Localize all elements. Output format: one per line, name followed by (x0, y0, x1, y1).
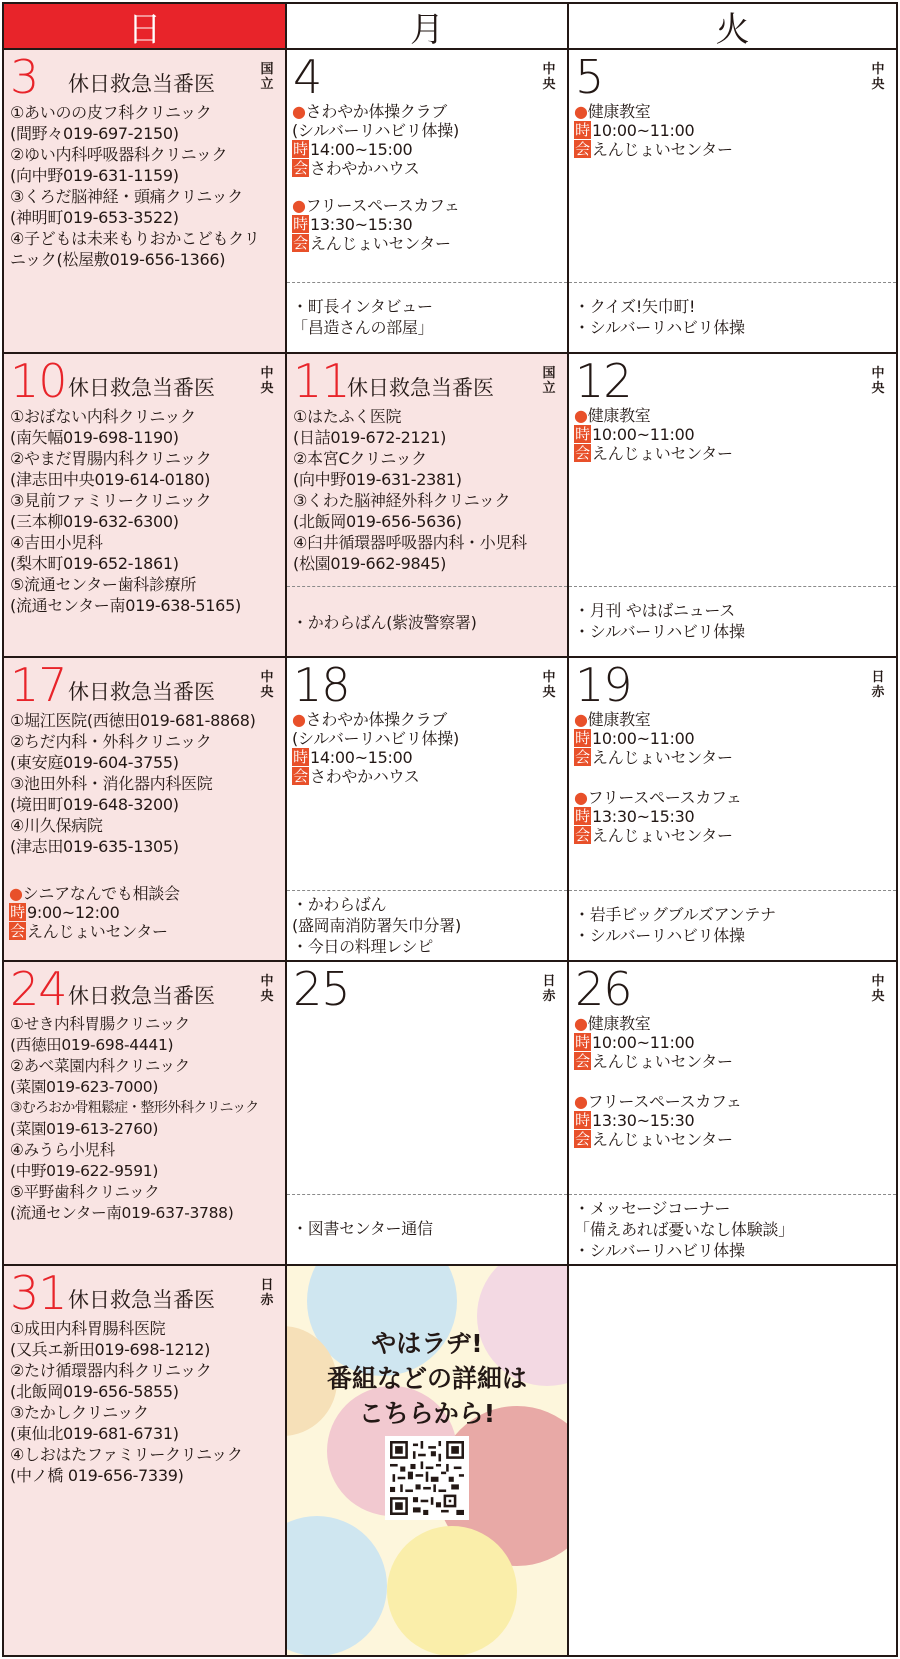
clinic-line: ②本宮Cクリニック (293, 449, 427, 468)
clinic-line: ④しおはたファミリークリニック (10, 1445, 243, 1464)
clinic-line: (東仙北019-681-6731) (10, 1424, 179, 1443)
day-title: 休日救急当番医 (68, 72, 215, 96)
day-cell-19 (569, 658, 896, 962)
venue-tag: 中央 (542, 670, 556, 700)
event-time: 14:00~15:00 (310, 140, 413, 159)
event-block (574, 788, 892, 845)
day-cell-26 (569, 962, 896, 1266)
event-block (292, 102, 563, 178)
day-cell-24 (4, 962, 287, 1266)
qr-code-icon (390, 1441, 464, 1515)
clinic-line: ④みうら小児科 (10, 1141, 115, 1159)
clinic-line: (西徳田019-698-4441) (10, 1036, 174, 1054)
day-cell-31 (4, 1266, 287, 1655)
program-list (574, 296, 894, 338)
place-tag: 会 (575, 748, 590, 766)
event-dot: ● (574, 406, 588, 425)
calendar (2, 2, 898, 1657)
clinic-line: ②ちだ内科・外科クリニック (10, 732, 212, 751)
program-line: ・かわらばん(紫波警察署) (292, 613, 477, 632)
qr-code[interactable] (385, 1436, 469, 1520)
day-number: 3 (10, 50, 39, 104)
day-number: 31 (10, 1266, 67, 1320)
event-place: えんじょいセンター (592, 444, 733, 463)
event-dot: ● (292, 102, 306, 121)
program-list (292, 296, 565, 338)
clinic-line: ①堀江医院(西徳田019-681-8868) (10, 711, 256, 730)
day-number: 11 (293, 354, 350, 408)
clinic-list (10, 1318, 283, 1486)
day-title: 休日救急当番医 (68, 1288, 215, 1312)
event-name: フリースペースカフェ (587, 1092, 742, 1111)
event-block (292, 710, 563, 786)
event-time: 10:00~11:00 (592, 729, 695, 748)
day-cell-3 (4, 50, 287, 354)
day-number: 10 (10, 354, 67, 408)
clinic-line: (中野019-622-9591) (10, 1162, 159, 1180)
clinic-list (10, 102, 283, 270)
event-dot: ● (292, 710, 306, 729)
time-tag: 時 (575, 425, 590, 443)
place-tag: 会 (575, 1052, 590, 1070)
divider (569, 282, 896, 283)
day-number: 17 (10, 658, 67, 712)
day-number: 5 (575, 50, 604, 104)
time-tag: 時 (575, 121, 590, 139)
clinic-line: ③見前ファミリークリニック (10, 491, 212, 510)
clinic-line: ③たかしクリニック (10, 1403, 149, 1422)
clinic-list (10, 1014, 283, 1224)
clinic-line: ②あべ菜園内科クリニック (10, 1057, 190, 1075)
place-tag: 会 (293, 234, 308, 252)
clinic-line: (菜園019-623-7000) (10, 1078, 159, 1096)
program-line: ・クイズ!矢巾町! (574, 297, 696, 316)
program-line: ・今日の料理レシピ (292, 937, 433, 956)
event-time: 13:30~15:30 (592, 1111, 695, 1130)
event-place: えんじょいセンター (592, 140, 733, 159)
program-list (292, 1218, 565, 1239)
event-name: フリースペースカフェ (305, 196, 460, 215)
event-name: フリースペースカフェ (587, 788, 742, 807)
event-dot: ● (574, 102, 588, 121)
time-tag: 時 (293, 748, 308, 766)
venue-tag: 日赤 (260, 1278, 274, 1308)
event-name: 健康教室 (587, 102, 651, 121)
header-tuesday: 火 (569, 4, 896, 50)
event-dot: ● (574, 1092, 588, 1111)
event-place: えんじょいセンター (592, 1130, 733, 1149)
clinic-line: ⑤流通センター歯科診療所 (10, 575, 197, 594)
clinic-line: ②やまだ胃腸内科クリニック (10, 449, 212, 468)
day-cell-4 (287, 50, 569, 354)
day-cell-18 (287, 658, 569, 962)
event-time: 10:00~11:00 (592, 121, 695, 140)
program-list (292, 894, 565, 957)
clinic-line: (間野々019-697-2150) (10, 124, 179, 143)
day-number: 25 (293, 962, 350, 1016)
program-line: ・町長インタビュー (292, 297, 433, 316)
program-line: (盛岡南消防署矢巾分署) (292, 916, 461, 935)
event-time: 13:30~15:30 (310, 215, 413, 234)
clinic-line: (梨木町019-652-1861) (10, 554, 179, 573)
event-block (574, 406, 892, 463)
clinic-line: ③池田外科・消化器内科医院 (10, 774, 213, 793)
program-list (574, 600, 894, 642)
place-tag: 会 (10, 922, 25, 940)
venue-tag: 中央 (871, 62, 885, 92)
clinic-line: (神明町019-653-3522) (10, 208, 179, 227)
day-cell-11 (287, 354, 569, 658)
clinic-line: (流通センター南019-638-5165) (10, 596, 241, 615)
clinic-line: (向中野019-631-1159) (10, 166, 179, 185)
clinic-line: (松園019-662-9845) (293, 554, 447, 573)
day-number: 12 (575, 354, 632, 408)
place-tag: 会 (575, 140, 590, 158)
event-sub: (シルバーリハビリ体操) (292, 729, 459, 748)
event-time: 10:00~11:00 (592, 1033, 695, 1052)
clinic-line: ③くろだ脳神経・頭痛クリニック (10, 187, 243, 206)
clinic-line: (東安庭019-604-3755) (10, 753, 179, 772)
program-line: ・かわらばん (292, 895, 387, 914)
day-cell-17 (4, 658, 287, 962)
day-number: 4 (293, 50, 322, 104)
event-place: えんじょいセンター (310, 234, 451, 253)
venue-tag: 中央 (260, 366, 274, 396)
decor-circle (387, 1526, 517, 1655)
event-time: 9:00~12:00 (27, 903, 120, 922)
clinic-line: (三本柳019-632-6300) (10, 512, 179, 531)
program-line: ・シルバーリハビリ体操 (574, 926, 745, 945)
event-block (292, 196, 563, 253)
day-title: 休日救急当番医 (68, 984, 215, 1008)
day-number: 26 (575, 962, 632, 1016)
program-line: ・シルバーリハビリ体操 (574, 622, 745, 641)
event-name: シニアなんでも相談会 (22, 884, 180, 903)
clinic-line: ④臼井循環器呼吸器内科・小児科 (293, 533, 527, 552)
event-name: さわやか体操クラブ (305, 710, 447, 729)
program-list (574, 904, 894, 946)
venue-tag: 中央 (542, 62, 556, 92)
event-place: さわやかハウス (310, 159, 420, 178)
clinic-line: (日詰019-672-2121) (293, 428, 447, 447)
day-cell-25 (287, 962, 569, 1266)
event-block (574, 710, 892, 767)
event-sub: (シルバーリハビリ体操) (292, 121, 459, 140)
day-title: 休日救急当番医 (68, 376, 215, 400)
event-dot: ● (574, 710, 588, 729)
clinic-line: ③むろおか骨粗鬆症・整形外科クリニック (10, 1100, 259, 1116)
place-tag: 会 (293, 767, 308, 785)
divider (287, 890, 567, 891)
program-line: 「昌造さんの部屋」 (292, 318, 434, 337)
time-tag: 時 (10, 903, 25, 921)
clinic-line: ②たけ循環器内科クリニック (10, 1361, 212, 1380)
day-number: 18 (293, 658, 350, 712)
day-cell-10 (4, 354, 287, 658)
clinic-line: ④吉田小児科 (10, 533, 103, 552)
venue-tag: 中央 (871, 366, 885, 396)
program-line: ・岩手ビッグブルズアンテナ (574, 905, 776, 924)
clinic-line: ニック(松屋敷019-656-1366) (10, 250, 226, 269)
venue-tag: 中央 (871, 974, 885, 1004)
event-time: 10:00~11:00 (592, 425, 695, 444)
program-line: ・メッセージコーナー (574, 1199, 731, 1218)
event-place: えんじょいセンター (592, 826, 733, 845)
clinic-line: ③くわた脳神経外科クリニック (293, 491, 511, 510)
day-number: 24 (10, 962, 67, 1016)
divider (287, 1194, 567, 1195)
clinic-line: (南矢幅019-698-1190) (10, 428, 179, 447)
event-place: さわやかハウス (310, 767, 420, 786)
clinic-list (10, 710, 283, 857)
empty-cell (569, 1266, 896, 1655)
event-place: えんじょいセンター (27, 922, 168, 941)
decor-circle (287, 1516, 387, 1655)
clinic-line: (中ノ橋 019-656-7339) (10, 1466, 184, 1485)
event-dot: ● (574, 788, 588, 807)
event-block (574, 102, 892, 159)
clinic-line: ②ゆい内科呼吸器科クリニック (10, 145, 228, 164)
event-block (9, 884, 281, 941)
divider (569, 1194, 896, 1195)
header-monday: 月 (287, 4, 569, 50)
event-name: 健康教室 (587, 1014, 651, 1033)
time-tag: 時 (575, 729, 590, 747)
divider (569, 890, 896, 891)
program-line: 「備えあれば憂いなし体験談」 (574, 1220, 794, 1239)
venue-tag: 日赤 (871, 670, 885, 700)
venue-tag: 中央 (260, 670, 274, 700)
clinic-line: ④川久保病院 (10, 816, 103, 835)
day-number: 19 (575, 658, 632, 712)
divider (569, 586, 896, 587)
program-list (292, 612, 565, 633)
clinic-line: (向中野019-631-2381) (293, 470, 462, 489)
place-tag: 会 (575, 1130, 590, 1148)
time-tag: 時 (575, 807, 590, 825)
time-tag: 時 (293, 215, 308, 233)
venue-tag: 国立 (542, 366, 556, 396)
event-name: 健康教室 (587, 406, 651, 425)
event-block (574, 1014, 892, 1071)
clinic-line: ④子どもは未来もりおかこどもクリ (10, 229, 260, 248)
event-time: 14:00~15:00 (310, 748, 413, 767)
clinic-line: ①せき内科胃腸クリニック (10, 1015, 190, 1033)
divider (287, 586, 567, 587)
clinic-line: (津志田中央019-614-0180) (10, 470, 211, 489)
promo-line: やはラヂ! (371, 1329, 483, 1358)
promo-line: 番組などの詳細は (326, 1364, 527, 1393)
radio-promo-panel (287, 1266, 569, 1655)
event-block (574, 1092, 892, 1149)
time-tag: 時 (293, 140, 308, 158)
place-tag: 会 (575, 444, 590, 462)
clinic-line: (流通センター南019-637-3788) (10, 1204, 234, 1222)
header-sunday: 日 (4, 4, 287, 50)
promo-text (287, 1326, 567, 1431)
clinic-list (293, 406, 565, 574)
clinic-line: (津志田019-635-1305) (10, 837, 179, 856)
event-dot: ● (292, 196, 306, 215)
clinic-line: (北飯岡019-656-5855) (10, 1382, 179, 1401)
event-dot: ● (574, 1014, 588, 1033)
clinic-line: (境田町019-648-3200) (10, 795, 179, 814)
clinic-line: ①おぼない内科クリニック (10, 407, 196, 426)
time-tag: 時 (575, 1033, 590, 1051)
venue-tag: 中央 (260, 974, 274, 1004)
day-title: 休日救急当番医 (68, 680, 215, 704)
time-tag: 時 (575, 1111, 590, 1129)
promo-line: こちらから! (358, 1399, 496, 1428)
program-line: ・シルバーリハビリ体操 (574, 1241, 745, 1260)
program-line: ・シルバーリハビリ体操 (574, 318, 745, 337)
event-time: 13:30~15:30 (592, 807, 695, 826)
day-title: 休日救急当番医 (347, 376, 494, 400)
event-place: えんじょいセンター (592, 1052, 733, 1071)
divider (287, 282, 567, 283)
clinic-line: ⑤平野歯科クリニック (10, 1183, 160, 1201)
clinic-line: (北飯岡019-656-5636) (293, 512, 462, 531)
program-line: ・図書センター通信 (292, 1219, 433, 1238)
place-tag: 会 (293, 159, 308, 177)
day-cell-12 (569, 354, 896, 658)
event-name: さわやか体操クラブ (305, 102, 447, 121)
clinic-line: ①成田内科胃腸科医院 (10, 1319, 166, 1338)
program-line: ・月刊 やはばニュース (574, 601, 735, 620)
program-list (574, 1198, 894, 1261)
event-dot: ● (9, 884, 23, 903)
clinic-line: (菜園019-613-2760) (10, 1120, 159, 1138)
clinic-line: ①はたふく医院 (293, 407, 402, 426)
clinic-list (10, 406, 283, 616)
venue-tag: 日赤 (542, 974, 556, 1004)
event-place: えんじょいセンター (592, 748, 733, 767)
clinic-line: (又兵エ新田019-698-1212) (10, 1340, 211, 1359)
place-tag: 会 (575, 826, 590, 844)
event-name: 健康教室 (587, 710, 651, 729)
day-cell-5 (569, 50, 896, 354)
venue-tag: 国立 (260, 62, 274, 92)
clinic-line: ①あいのの皮フ科クリニック (10, 103, 212, 122)
